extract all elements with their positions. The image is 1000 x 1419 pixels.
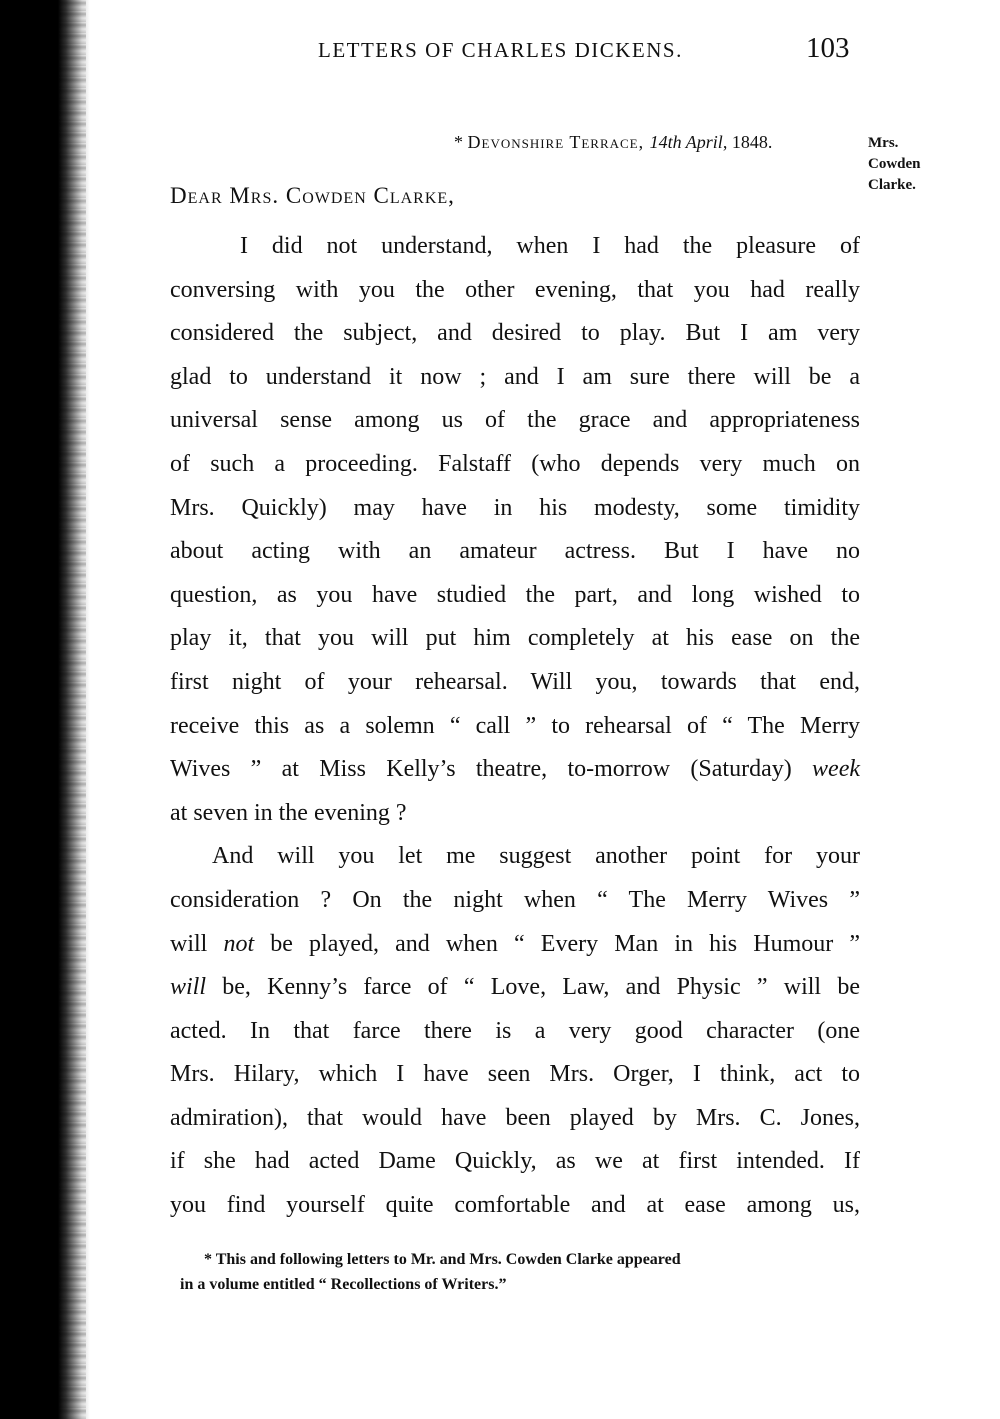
body-line: Mrs. Quickly) may have in his modesty, some timidity <box>170 494 860 521</box>
body-line: you find yourself quite comfortable and at ease among us, <box>170 1192 860 1219</box>
body-line: acted. In that farce there is a very good character (one <box>170 1017 860 1044</box>
dateline-date: 14th April <box>649 132 723 152</box>
footnote-line: * This and following letters to Mr. and Mrs. Cowden Clarke appeared <box>204 1251 681 1268</box>
body-line: Mrs. Hilary, which I have seen Mrs. Orger, I think, act to <box>170 1061 860 1088</box>
dateline-year: , 1848. <box>722 132 773 152</box>
letter-dateline <box>454 132 772 153</box>
body-line: question, as you have studied the part, and long wished to <box>170 581 860 608</box>
salutation: Dear Mrs. Cowden Clarke, <box>170 183 455 208</box>
body-line: at seven in the evening ? <box>170 799 407 826</box>
margin-note <box>868 133 921 196</box>
body-line: conversing with you the other evening, that you had really <box>170 276 860 303</box>
book-spine-edge <box>56 0 86 1419</box>
running-head: LETTERS OF CHARLES DICKENS. <box>318 38 683 62</box>
dateline-mark: * <box>454 132 468 152</box>
margin-note-line: Mrs. <box>868 135 899 151</box>
body-line: admiration), that would have been played by Mrs. C. Jones, <box>170 1104 860 1131</box>
letter-body <box>170 225 860 1228</box>
body-line: universal sense among us of the grace and appropriateness <box>170 407 860 434</box>
body-line: of such a proceeding. Falstaff (who depends very much on <box>170 450 860 477</box>
footnote-line: in a volume entitled “ Recollections of Writers.” <box>180 1276 507 1293</box>
dateline-place: Devonshire Terrace, <box>467 132 650 152</box>
body-line: glad to understand it now ; and I am sure there will be a <box>170 363 860 390</box>
page-number: 103 <box>806 32 850 64</box>
margin-note-line: Cowden <box>868 156 921 172</box>
body-line: about acting with an amateur actress. But I have no <box>170 538 860 565</box>
body-line: I did not understand, when I had the pleasure of <box>240 233 860 259</box>
body-line: considered the subject, and desired to play. But I am very <box>170 320 860 347</box>
body-line: will be, Kenny’s farce of “ Love, Law, and Physic ” will be <box>170 974 860 1001</box>
body-line: receive this as a solemn “ call ” to rehearsal of “ The Merry <box>170 712 860 739</box>
footnote <box>180 1247 864 1297</box>
body-line: play it, that you will put him completely at his ease on the <box>170 625 860 652</box>
body-line: will not be played, and when “ Every Man in his Humour ” <box>170 930 861 957</box>
body-line: if she had acted Dame Quickly, as we at first intended. If <box>170 1148 860 1175</box>
body-line: first night of your rehearsal. Will you, towards that end, <box>170 668 860 695</box>
body-line: And will you let me suggest another point for your <box>212 843 860 870</box>
margin-note-line: Clarke. <box>868 177 916 193</box>
body-line: consideration ? On the night when “ The Merry Wives ” <box>170 886 860 913</box>
body-line: Wives ” at Miss Kelly’s theatre, to-morrow (Saturday) week <box>170 756 860 783</box>
